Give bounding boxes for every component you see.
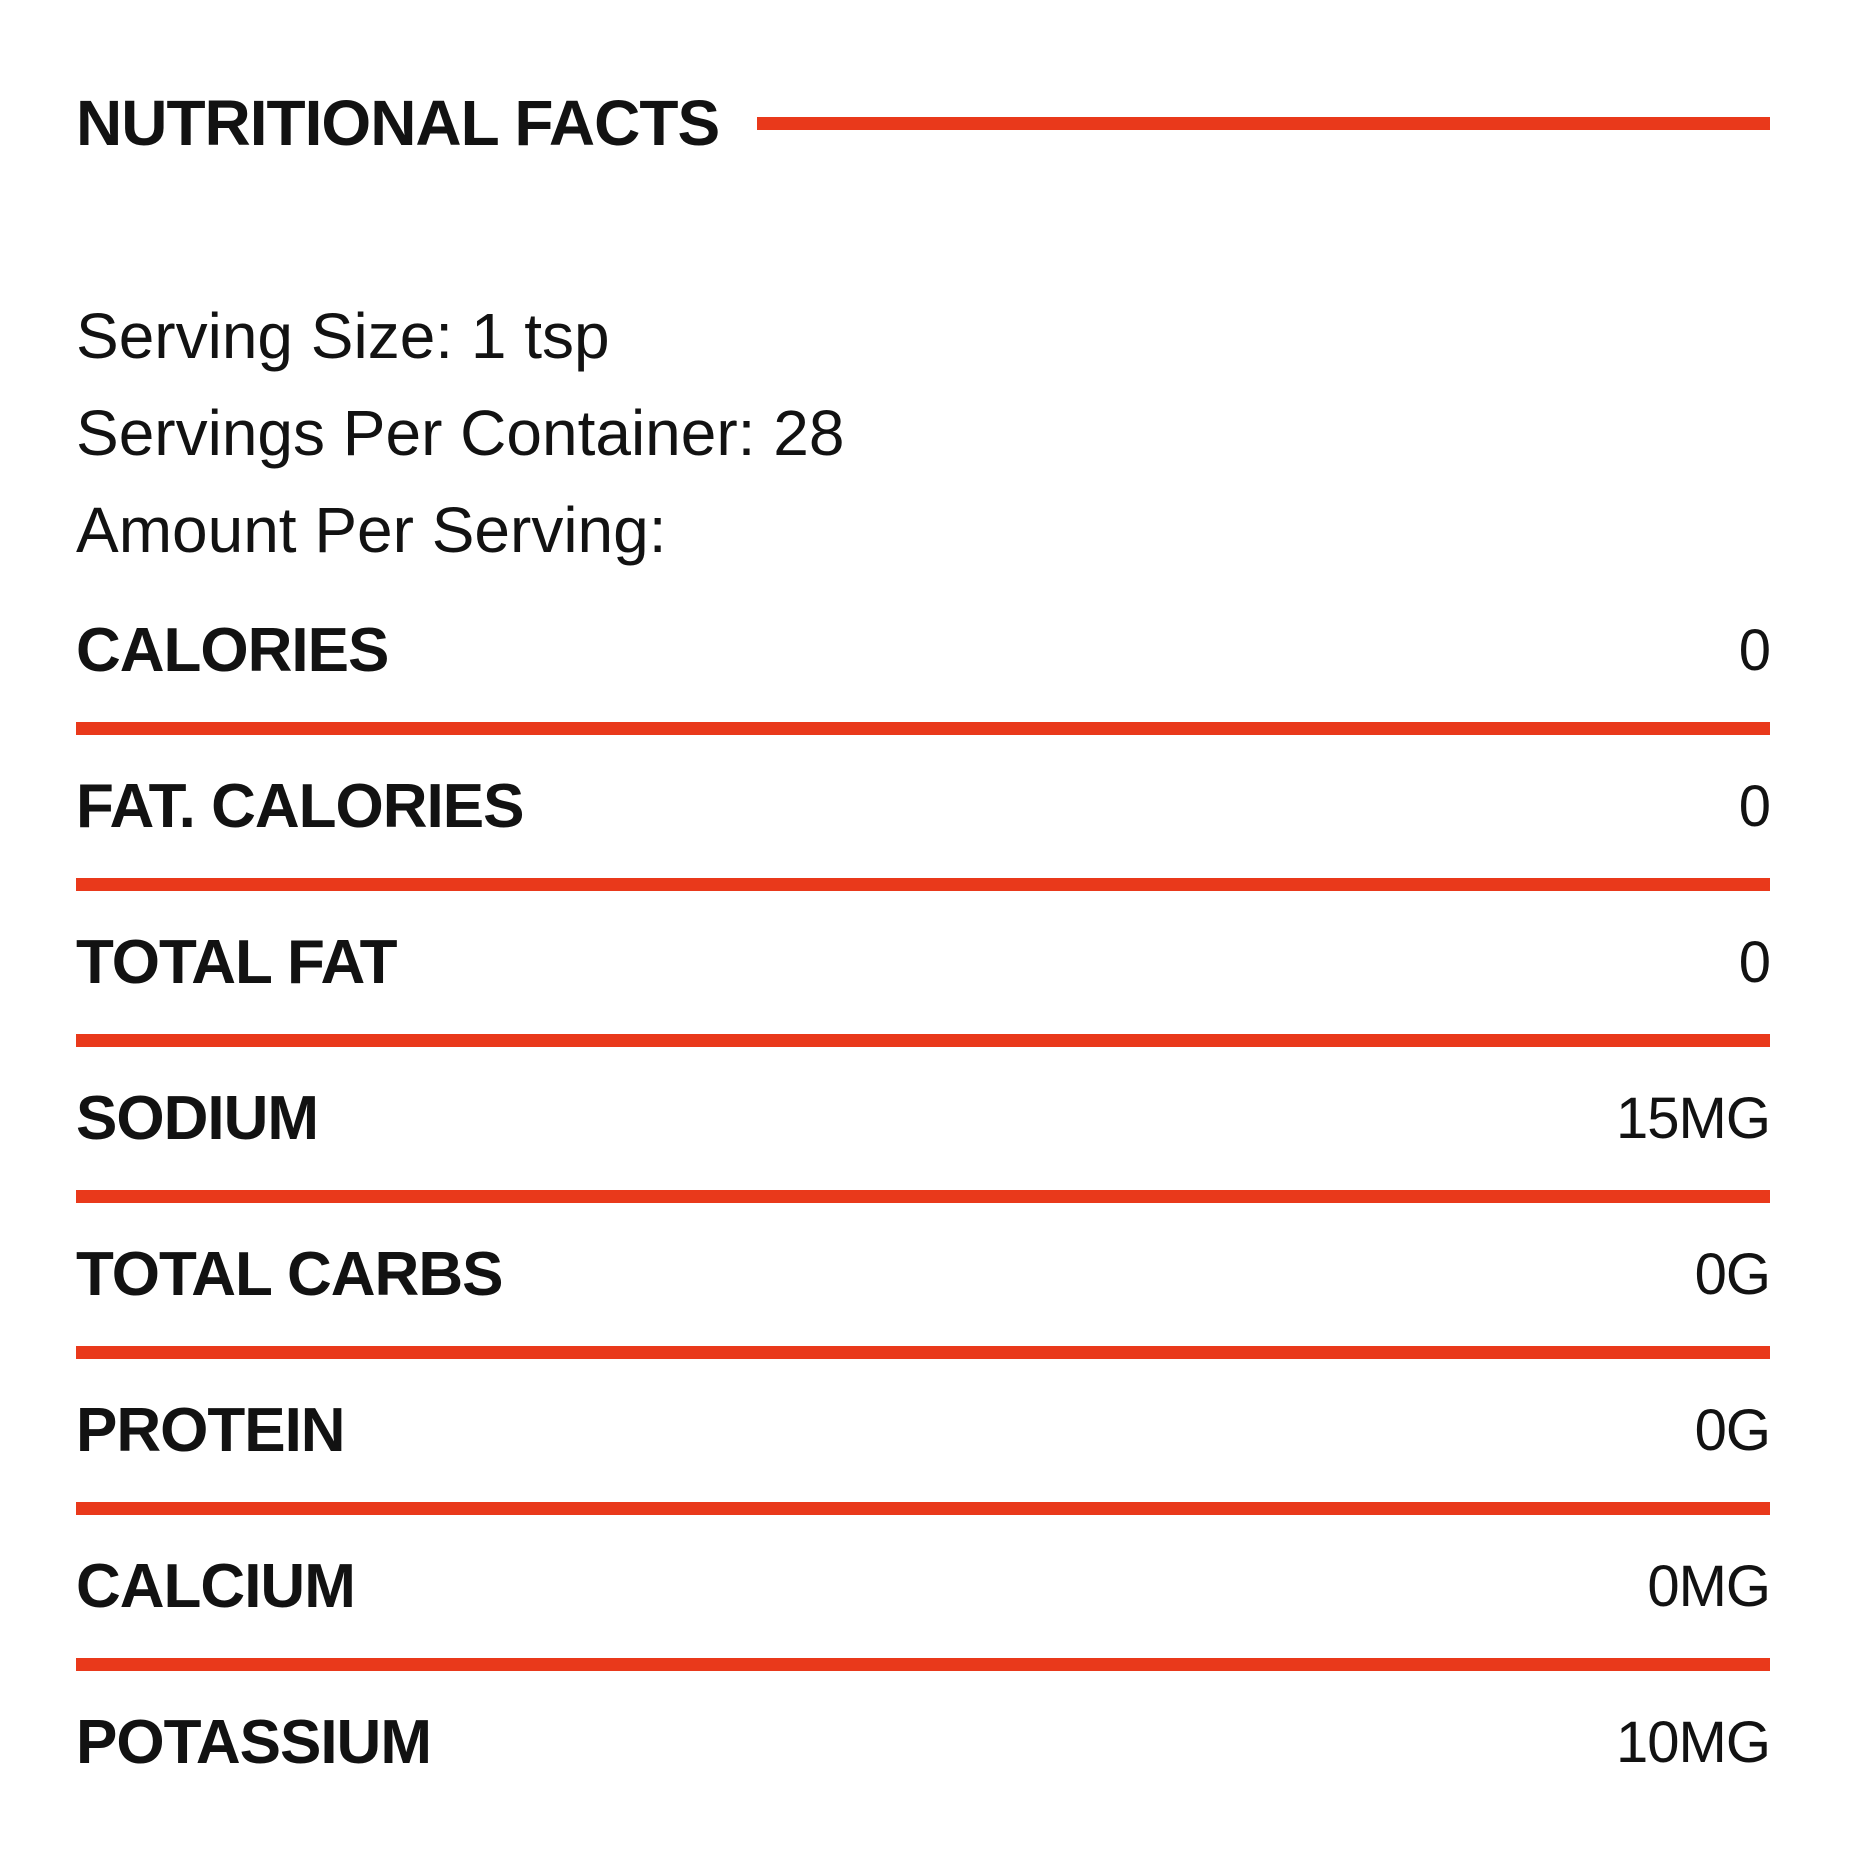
serving-info	[76, 288, 1770, 579]
nutrient-value: 0	[1738, 774, 1770, 839]
row-divider	[76, 1502, 1770, 1515]
label-header	[76, 0, 1770, 158]
nutrient-value: 0G	[1694, 1242, 1770, 1307]
nutrient-table	[76, 579, 1770, 1814]
row-divider	[76, 1346, 1770, 1359]
nutrient-value: 0MG	[1647, 1554, 1770, 1619]
nutrient-value: 15MG	[1616, 1086, 1770, 1151]
nutrient-row-potassium	[76, 1671, 1770, 1814]
serving-size: Serving Size: 1 tsp	[76, 300, 610, 372]
row-divider	[76, 722, 1770, 735]
title-rule	[757, 117, 1770, 130]
page-title: NUTRITIONAL FACTS	[76, 87, 720, 159]
row-divider	[76, 1658, 1770, 1671]
nutrient-row-fat-calories	[76, 735, 1770, 878]
nutrient-row-total-carbs	[76, 1203, 1770, 1346]
row-divider	[76, 878, 1770, 891]
nutrient-name: TOTAL FAT	[76, 928, 397, 997]
nutrient-value: 10MG	[1616, 1710, 1770, 1775]
row-divider	[76, 1034, 1770, 1047]
nutrient-name: TOTAL CARBS	[76, 1240, 503, 1309]
nutrient-row-total-fat	[76, 891, 1770, 1034]
amount-per-serving-header: Amount Per Serving:	[76, 494, 667, 566]
nutrient-name: CALCIUM	[76, 1552, 355, 1621]
nutrient-name: POTASSIUM	[76, 1708, 431, 1777]
servings-per-container: Servings Per Container: 28	[76, 397, 845, 469]
nutrient-value: 0	[1738, 930, 1770, 995]
nutrient-value: 0G	[1694, 1398, 1770, 1463]
nutrient-row-calcium	[76, 1515, 1770, 1658]
nutrient-row-sodium	[76, 1047, 1770, 1190]
nutrient-value: 0	[1738, 618, 1770, 683]
nutrient-row-calories	[76, 579, 1770, 722]
nutrient-name: SODIUM	[76, 1084, 318, 1153]
nutrient-name: PROTEIN	[76, 1396, 345, 1465]
row-divider	[76, 1190, 1770, 1203]
nutrient-row-protein	[76, 1359, 1770, 1502]
nutrient-name: FAT. CALORIES	[76, 772, 524, 841]
nutrient-name: CALORIES	[76, 616, 389, 685]
